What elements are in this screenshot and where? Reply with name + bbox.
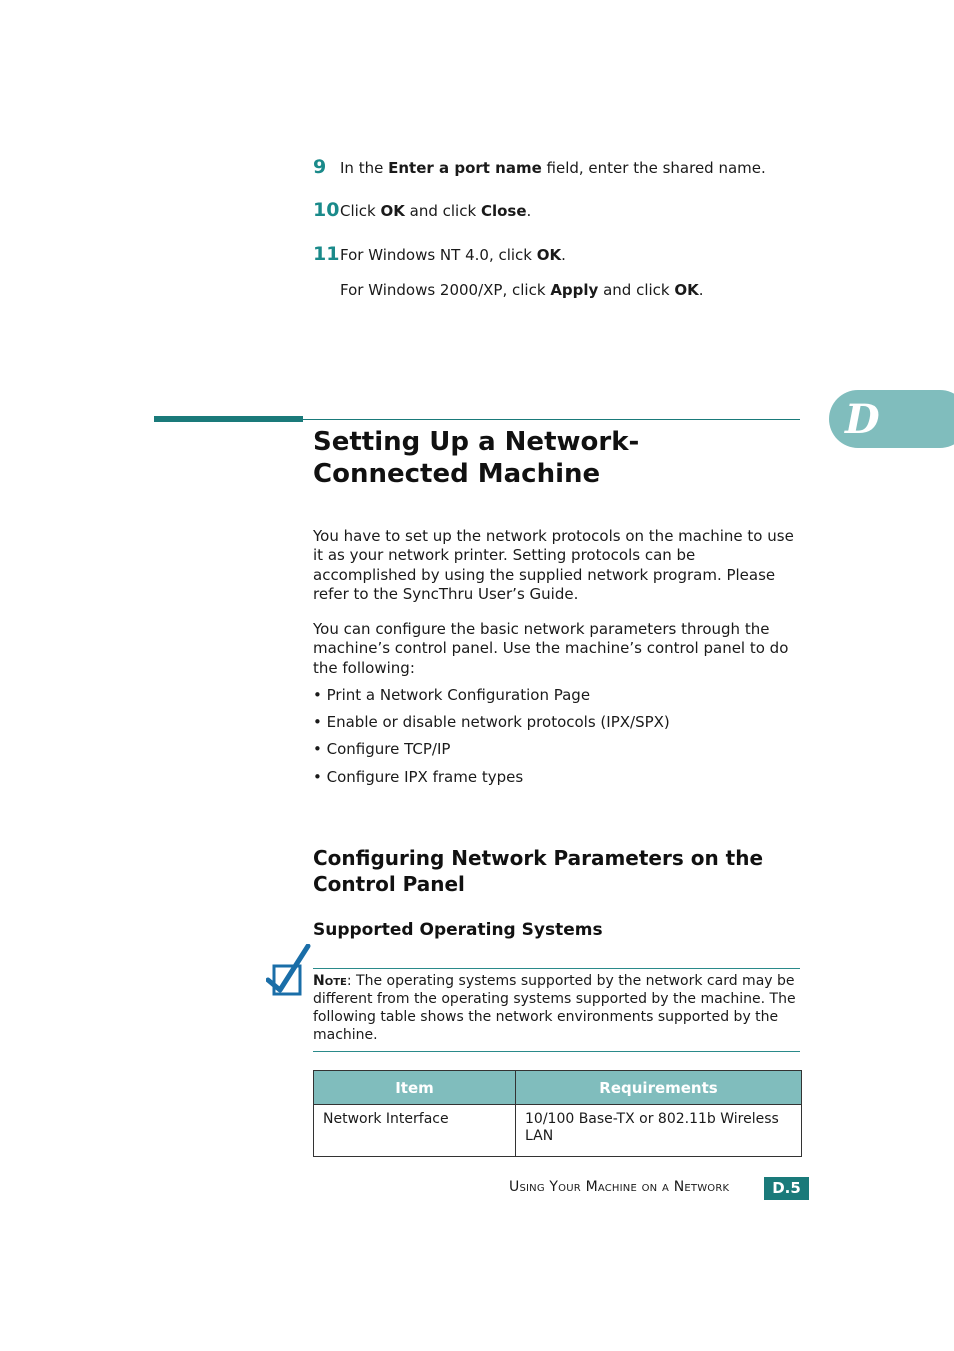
chapter-tab-letter: D — [845, 396, 880, 443]
table-header: Requirements — [516, 1071, 802, 1105]
list-item: • Configure TCP/IP — [313, 740, 451, 758]
table-row — [314, 1105, 802, 1157]
footer-title: Using Your Machine on a Network — [509, 1179, 730, 1195]
table-cell: 10/100 Base-TX or 802.11b Wireless LAN — [516, 1105, 802, 1157]
list-item: • Print a Network Configuration Page — [313, 686, 591, 704]
step-text-continued: For Windows 2000/XP, click Apply and click OK. — [340, 281, 704, 299]
note-bottom-rule — [313, 1051, 800, 1052]
section-rule — [303, 419, 800, 420]
step-number: 11 — [313, 243, 340, 265]
step-number: 9 — [313, 156, 327, 178]
checkmark-note-icon — [266, 944, 312, 1000]
list-item: • Configure IPX frame types — [313, 768, 524, 786]
step-number: 10 — [313, 199, 340, 221]
note-top-rule — [313, 968, 800, 969]
table-header: Item — [314, 1071, 516, 1105]
subsubsection-title: Supported Operating Systems — [313, 920, 603, 940]
subsection-title: Configuring Network Parameters on the Control Panel — [313, 846, 764, 896]
page-number: D.5 — [764, 1177, 809, 1200]
list-item: • Enable or disable network protocols (IPX/SPX) — [313, 713, 670, 731]
requirements-table — [313, 1070, 802, 1157]
intro-paragraph: You have to set up the network protocols on the machine to use it as your network printer. Setting protocols can be accomplished by using the supplied network program. Please refer to the SyncThru User’s Guide. — [313, 527, 794, 604]
config-paragraph: You can configure the basic network parameters through the machine’s control panel. Use the machine’s control panel to do the following: — [313, 620, 789, 677]
step-text: For Windows NT 4.0, click OK. — [340, 246, 566, 264]
section-rule-accent — [154, 416, 303, 422]
step-text: Click OK and click Close. — [340, 202, 532, 220]
note-text: Note: The operating systems supported by the network card may be different from the operating systems supported by the machine. The following table shows the network environments supported by the machine. — [313, 973, 796, 1043]
step-text: In the Enter a port name field, enter the shared name. — [340, 159, 766, 177]
section-title: Setting Up a Network-Connected Machine — [313, 427, 640, 489]
table-cell: Network Interface — [314, 1105, 516, 1157]
